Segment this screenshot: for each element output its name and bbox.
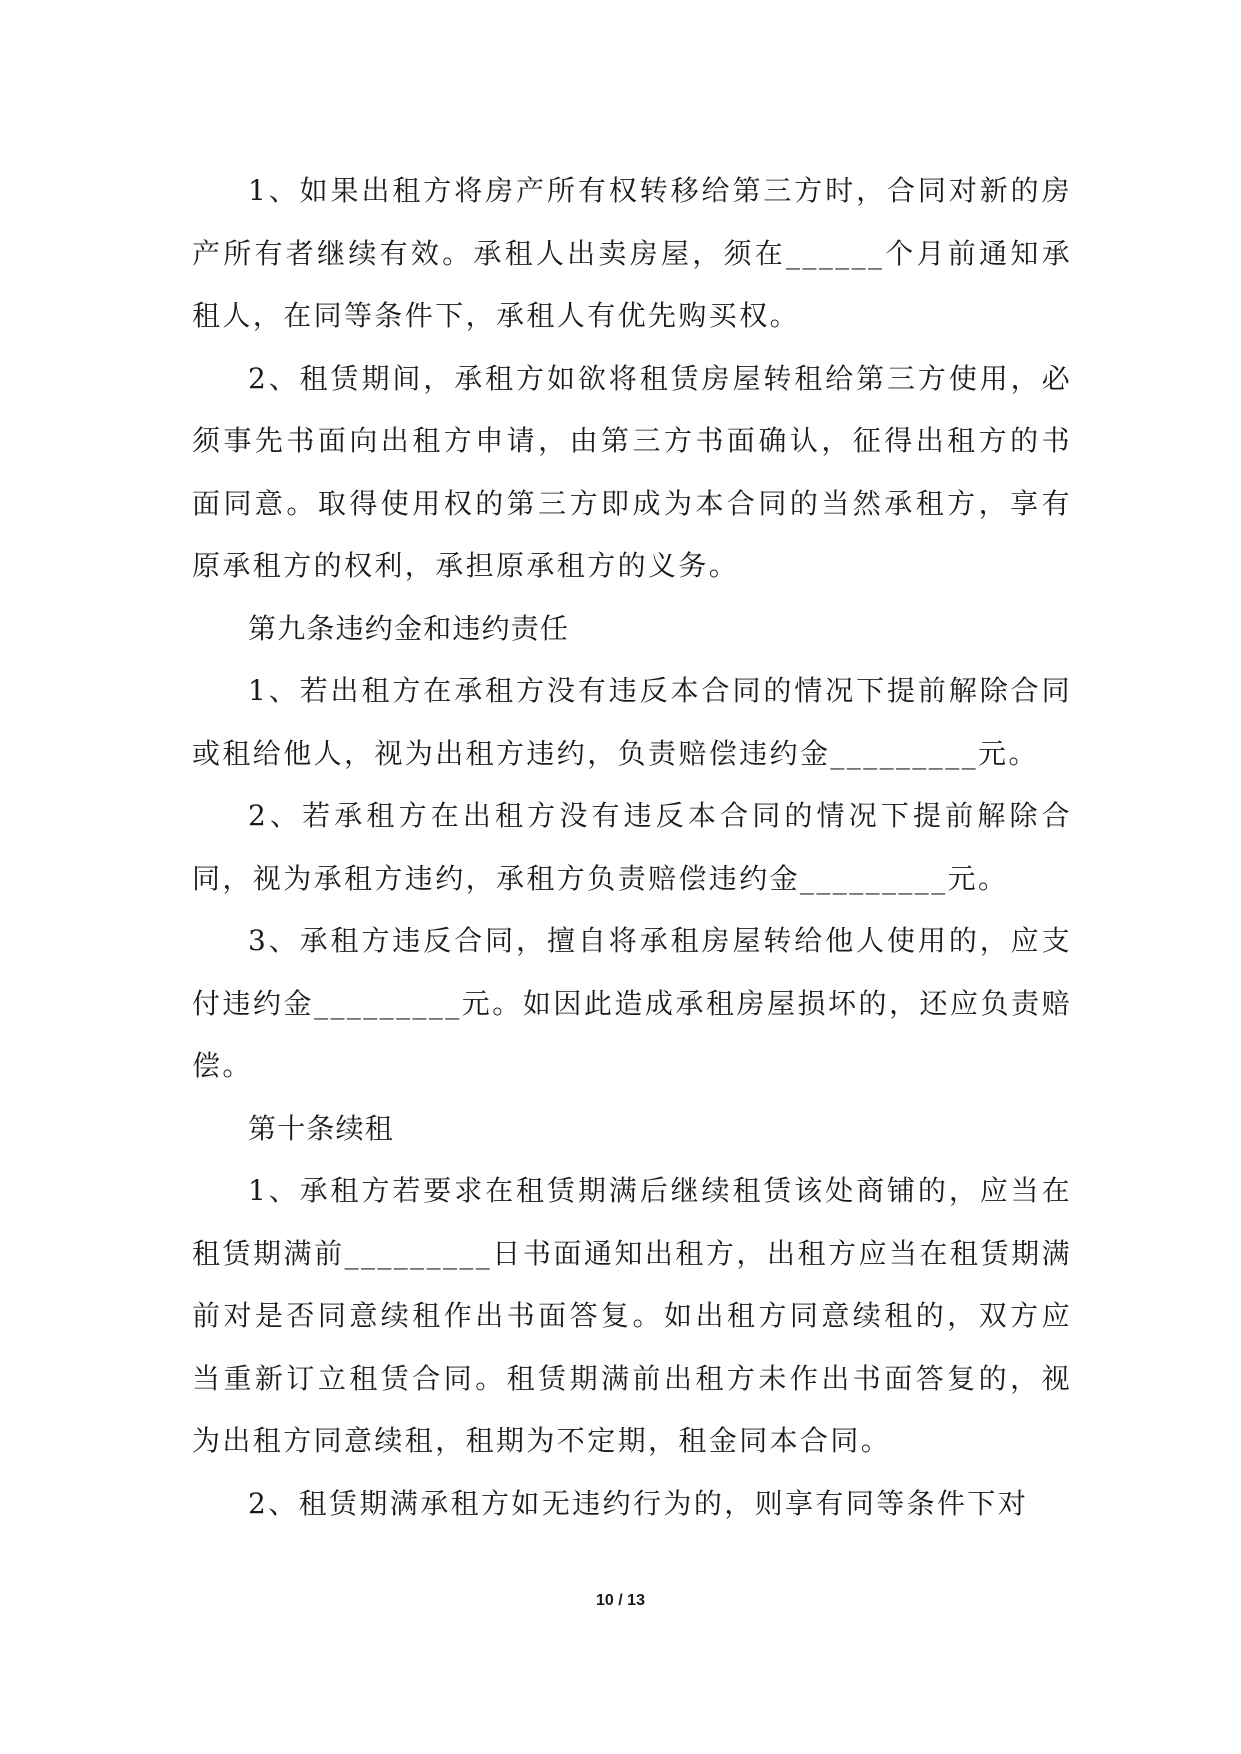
clause-10-item-2: 2、租赁期满承租方如无违约行为的，则享有同等条件下对 — [248, 1486, 1029, 1520]
clause-9-item-3: 3、承租方违反合同，擅自将承租房屋转给他人使用的，应支付违约金_________元。如因此造成承租房屋损坏的，还应负责赔偿。 — [192, 924, 1072, 1082]
clause-9-heading: 第九条违约金和违约责任 — [248, 611, 570, 645]
clause-8-item-2: 2、租赁期间，承租方如欲将租赁房屋转租给第三方使用，必须事先书面向出租方申请，由第三方书面确认，征得出租方的书面同意。取得使用权的第三方即成为本合同的当然承租方，享有原承租方的权利，承担原承租方的义务。 — [192, 361, 1072, 582]
clause-10-item-1: 1、承租方若要求在租赁期满后继续租赁该处商铺的，应当在租赁期满前_________日书面通知出租方，出租方应当在租赁期满前对是否同意续租作出书面答复。如出租方同意续租的，双方应当重新订立租赁合同。租赁期满前出租方未作出书面答复的，视为出租方同意续租，租期为不定期，租金同本合同。 — [192, 1174, 1072, 1457]
clause-10-heading: 第十条续租 — [248, 1111, 395, 1145]
clause-9-item-1: 1、若出租方在承租方没有违反本合同的情况下提前解除合同或租给他人，视为出租方违约，负责赔偿违约金_________元。 — [192, 674, 1072, 770]
page-number: 10 / 13 — [596, 1592, 645, 1609]
document-body — [192, 160, 1072, 1535]
clause-9-item-2: 2、若承租方在出租方没有违反本合同的情况下提前解除合同，视为承租方违约，承租方负责赔偿违约金_________元。 — [192, 799, 1072, 895]
clause-8-item-1: 1、如果出租方将房产所有权转移给第三方时，合同对新的房产所有者继续有效。承租人出卖房屋，须在______个月前通知承租人，在同等条件下，承租人有优先购买权。 — [192, 174, 1072, 332]
